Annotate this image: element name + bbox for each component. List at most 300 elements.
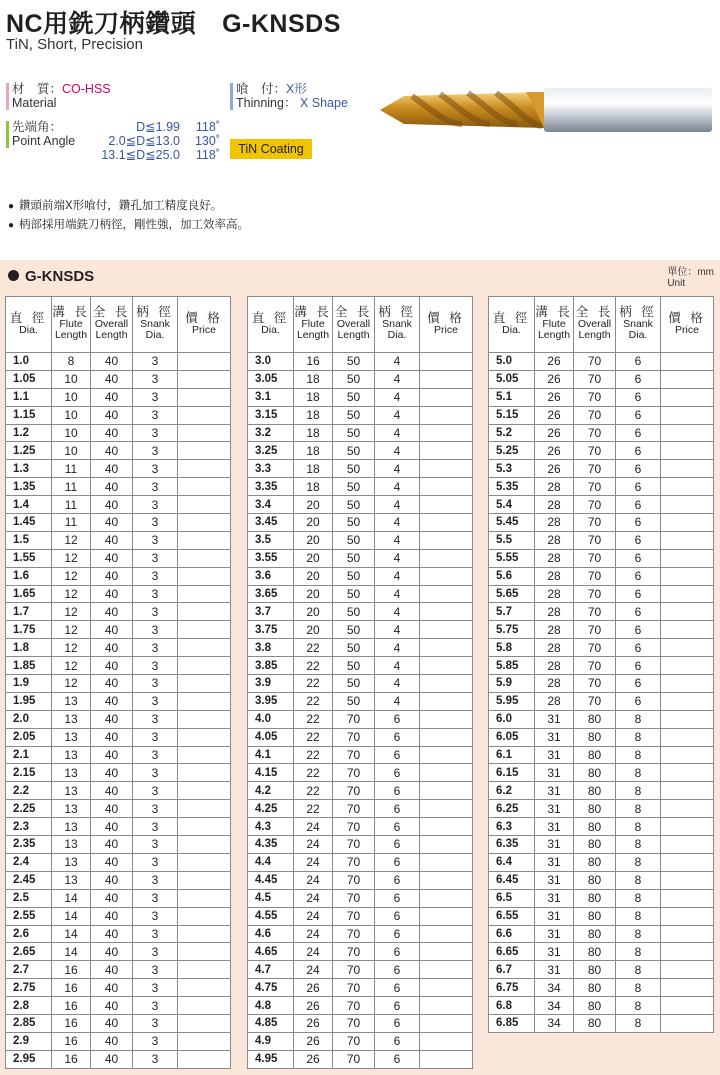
cell-dia: 3.0 xyxy=(248,353,294,371)
cell-flute: 31 xyxy=(535,800,574,818)
material-label-zh: 材 質： xyxy=(12,82,63,96)
cell-flute: 13 xyxy=(52,871,91,889)
cell-dia: 3.95 xyxy=(248,692,294,710)
cell-shank: 4 xyxy=(375,603,420,621)
cell-overall: 50 xyxy=(333,675,375,693)
cell-shank: 6 xyxy=(375,746,420,764)
cell-flute: 31 xyxy=(535,889,574,907)
point-angle: 118˚ xyxy=(195,120,220,134)
cell-flute: 11 xyxy=(52,496,91,514)
cell-dia: 2.5 xyxy=(6,889,52,907)
cell-price xyxy=(661,746,714,764)
table-row xyxy=(489,621,714,639)
cell-flute: 24 xyxy=(294,889,333,907)
thinning-spec xyxy=(230,82,348,110)
cell-overall: 40 xyxy=(91,925,133,943)
table-row xyxy=(248,478,473,496)
cell-dia: 6.5 xyxy=(489,889,535,907)
col-price: 價 格 Price xyxy=(661,297,714,353)
cell-dia: 6.2 xyxy=(489,782,535,800)
cell-dia: 5.0 xyxy=(489,353,535,371)
cell-flute: 26 xyxy=(535,370,574,388)
cell-price xyxy=(661,818,714,836)
cell-overall: 40 xyxy=(91,442,133,460)
cell-shank: 3 xyxy=(133,853,178,871)
cell-overall: 40 xyxy=(91,907,133,925)
cell-price xyxy=(420,549,473,567)
cell-dia: 5.35 xyxy=(489,478,535,496)
cell-price xyxy=(420,424,473,442)
table-row xyxy=(489,478,714,496)
cell-dia: 3.65 xyxy=(248,585,294,603)
cell-flute: 20 xyxy=(294,496,333,514)
cell-overall: 40 xyxy=(91,353,133,371)
cell-price xyxy=(178,925,231,943)
coating-badge: TiN Coating xyxy=(230,139,312,159)
title-model: G-KNSDS xyxy=(222,10,341,38)
cell-price xyxy=(661,460,714,478)
table-row xyxy=(489,907,714,925)
cell-price xyxy=(420,800,473,818)
cell-dia: 5.05 xyxy=(489,370,535,388)
cell-price xyxy=(420,603,473,621)
cell-dia: 1.5 xyxy=(6,531,52,549)
table-row xyxy=(248,943,473,961)
table-row xyxy=(6,889,231,907)
cell-overall: 40 xyxy=(91,889,133,907)
col-overall: 全 長 Overall Length xyxy=(333,297,375,353)
cell-shank: 6 xyxy=(375,871,420,889)
cell-dia: 6.8 xyxy=(489,997,535,1015)
cell-dia: 6.85 xyxy=(489,1014,535,1032)
cell-flute: 18 xyxy=(294,406,333,424)
material-bar xyxy=(6,83,9,110)
cell-flute: 28 xyxy=(535,531,574,549)
table-row xyxy=(248,639,473,657)
cell-shank: 3 xyxy=(133,800,178,818)
cell-price xyxy=(661,1014,714,1032)
thinning-bar xyxy=(230,83,233,110)
cell-overall: 70 xyxy=(333,728,375,746)
cell-shank: 4 xyxy=(375,639,420,657)
cell-overall: 50 xyxy=(333,424,375,442)
cell-overall: 50 xyxy=(333,406,375,424)
cell-overall: 80 xyxy=(574,925,616,943)
cell-price xyxy=(661,514,714,532)
cell-flute: 11 xyxy=(52,514,91,532)
table-row xyxy=(6,979,231,997)
cell-shank: 3 xyxy=(133,675,178,693)
point-range: 13.1≦D≦25.0 xyxy=(101,148,180,162)
cell-shank: 4 xyxy=(375,692,420,710)
table-row xyxy=(6,496,231,514)
table-row xyxy=(6,567,231,585)
cell-dia: 3.2 xyxy=(248,424,294,442)
table-row xyxy=(489,871,714,889)
table-header-row xyxy=(6,297,231,353)
cell-flute: 14 xyxy=(52,889,91,907)
cell-dia: 3.85 xyxy=(248,657,294,675)
cell-shank: 3 xyxy=(133,818,178,836)
table-row xyxy=(6,907,231,925)
table-row xyxy=(489,549,714,567)
cell-shank: 6 xyxy=(616,639,661,657)
table-row xyxy=(489,961,714,979)
cell-overall: 40 xyxy=(91,871,133,889)
cell-price xyxy=(420,442,473,460)
cell-flute: 13 xyxy=(52,746,91,764)
table-row xyxy=(6,1050,231,1068)
col-price: 價 格 Price xyxy=(178,297,231,353)
cell-flute: 12 xyxy=(52,567,91,585)
cell-dia: 1.2 xyxy=(6,424,52,442)
cell-flute: 26 xyxy=(535,353,574,371)
cell-dia: 5.2 xyxy=(489,424,535,442)
cell-shank: 6 xyxy=(616,621,661,639)
cell-flute: 31 xyxy=(535,728,574,746)
table-row xyxy=(489,514,714,532)
point-angle: 118˚ xyxy=(195,148,220,162)
cell-overall: 40 xyxy=(91,621,133,639)
table-row xyxy=(489,424,714,442)
cell-price xyxy=(420,585,473,603)
cell-overall: 50 xyxy=(333,585,375,603)
cell-flute: 31 xyxy=(535,925,574,943)
table-row xyxy=(6,514,231,532)
cell-shank: 8 xyxy=(616,907,661,925)
cell-dia: 4.6 xyxy=(248,925,294,943)
cell-flute: 31 xyxy=(535,764,574,782)
cell-price xyxy=(661,979,714,997)
cell-price xyxy=(420,531,473,549)
cell-shank: 3 xyxy=(133,871,178,889)
table-row xyxy=(248,675,473,693)
title-zh: NC用銑刀柄鑽頭 xyxy=(6,10,197,38)
cell-flute: 24 xyxy=(294,943,333,961)
cell-price xyxy=(661,800,714,818)
cell-flute: 22 xyxy=(294,657,333,675)
cell-dia: 5.6 xyxy=(489,567,535,585)
cell-price xyxy=(178,728,231,746)
cell-flute: 22 xyxy=(294,728,333,746)
cell-overall: 70 xyxy=(333,979,375,997)
cell-flute: 18 xyxy=(294,424,333,442)
cell-price xyxy=(178,1014,231,1032)
cell-price xyxy=(420,782,473,800)
col-flute: 溝 長 Flute Length xyxy=(535,297,574,353)
material-spec xyxy=(6,82,111,110)
cell-shank: 3 xyxy=(133,746,178,764)
cell-overall: 70 xyxy=(333,764,375,782)
cell-shank: 6 xyxy=(375,1014,420,1032)
cell-overall: 50 xyxy=(333,639,375,657)
cell-flute: 13 xyxy=(52,692,91,710)
cell-overall: 80 xyxy=(574,818,616,836)
cell-overall: 80 xyxy=(574,764,616,782)
cell-dia: 1.45 xyxy=(6,514,52,532)
cell-price xyxy=(178,460,231,478)
table-row xyxy=(6,746,231,764)
cell-dia: 1.75 xyxy=(6,621,52,639)
cell-dia: 1.1 xyxy=(6,388,52,406)
cell-shank: 6 xyxy=(375,818,420,836)
table-row xyxy=(6,406,231,424)
cell-overall: 40 xyxy=(91,585,133,603)
cell-price xyxy=(420,1032,473,1050)
cell-price xyxy=(178,943,231,961)
cell-overall: 50 xyxy=(333,603,375,621)
cell-price xyxy=(178,514,231,532)
table-row xyxy=(489,585,714,603)
cell-price xyxy=(178,603,231,621)
cell-price xyxy=(178,621,231,639)
cell-price xyxy=(420,388,473,406)
table-row xyxy=(489,889,714,907)
cell-price xyxy=(661,585,714,603)
cell-shank: 4 xyxy=(375,531,420,549)
cell-price xyxy=(420,1050,473,1068)
table-row xyxy=(489,496,714,514)
cell-overall: 70 xyxy=(574,692,616,710)
cell-flute: 24 xyxy=(294,961,333,979)
cell-price xyxy=(178,353,231,371)
table-row xyxy=(6,853,231,871)
cell-shank: 8 xyxy=(616,979,661,997)
cell-shank: 6 xyxy=(616,388,661,406)
drill-image xyxy=(376,80,716,140)
table-row xyxy=(6,943,231,961)
cell-dia: 1.4 xyxy=(6,496,52,514)
cell-flute: 28 xyxy=(535,567,574,585)
table-row xyxy=(248,764,473,782)
table-row xyxy=(248,388,473,406)
cell-flute: 28 xyxy=(535,621,574,639)
cell-flute: 31 xyxy=(535,907,574,925)
feature-item: ● 柄部採用端銑刀柄徑，剛性強，加工效率高。 xyxy=(8,216,249,235)
cell-dia: 3.5 xyxy=(248,531,294,549)
cell-shank: 8 xyxy=(616,818,661,836)
cell-price xyxy=(420,728,473,746)
point-angle-values xyxy=(70,120,220,162)
cell-overall: 70 xyxy=(333,818,375,836)
cell-price xyxy=(178,388,231,406)
table-row xyxy=(6,1032,231,1050)
cell-flute: 34 xyxy=(535,979,574,997)
cell-shank: 4 xyxy=(375,567,420,585)
point-range: D≦1.99 xyxy=(136,120,180,134)
cell-price xyxy=(178,585,231,603)
table-header-row xyxy=(489,297,714,353)
cell-shank: 4 xyxy=(375,406,420,424)
cell-shank: 3 xyxy=(133,406,178,424)
cell-price xyxy=(420,1014,473,1032)
table-row xyxy=(489,603,714,621)
cell-dia: 5.9 xyxy=(489,675,535,693)
cell-price xyxy=(178,442,231,460)
cell-dia: 2.8 xyxy=(6,997,52,1015)
cell-price xyxy=(661,943,714,961)
cell-overall: 70 xyxy=(574,567,616,585)
spec-table-3 xyxy=(488,296,714,1033)
cell-dia: 5.95 xyxy=(489,692,535,710)
col-price: 價 格 Price xyxy=(420,297,473,353)
cell-overall: 70 xyxy=(333,943,375,961)
cell-price xyxy=(178,907,231,925)
cell-overall: 40 xyxy=(91,746,133,764)
table-row xyxy=(248,514,473,532)
cell-overall: 70 xyxy=(574,514,616,532)
cell-flute: 14 xyxy=(52,925,91,943)
cell-flute: 31 xyxy=(535,836,574,854)
cell-shank: 6 xyxy=(616,442,661,460)
cell-shank: 6 xyxy=(375,800,420,818)
cell-overall: 40 xyxy=(91,675,133,693)
cell-price xyxy=(420,764,473,782)
cell-shank: 6 xyxy=(375,1032,420,1050)
cell-price xyxy=(178,997,231,1015)
table-row xyxy=(489,979,714,997)
spec-table-2 xyxy=(247,296,473,1069)
cell-dia: 5.3 xyxy=(489,460,535,478)
cell-overall: 50 xyxy=(333,496,375,514)
cell-dia: 3.25 xyxy=(248,442,294,460)
cell-shank: 3 xyxy=(133,585,178,603)
cell-flute: 28 xyxy=(535,657,574,675)
cell-price xyxy=(661,549,714,567)
col-shank: 柄 徑 Snank Dia. xyxy=(616,297,661,353)
table-row xyxy=(489,442,714,460)
cell-overall: 40 xyxy=(91,764,133,782)
table-row xyxy=(248,549,473,567)
cell-dia: 6.15 xyxy=(489,764,535,782)
cell-shank: 6 xyxy=(616,603,661,621)
table-row xyxy=(6,639,231,657)
cell-price xyxy=(661,388,714,406)
table-row xyxy=(248,496,473,514)
cell-price xyxy=(661,406,714,424)
cell-overall: 40 xyxy=(91,943,133,961)
cell-flute: 14 xyxy=(52,943,91,961)
cell-price xyxy=(420,818,473,836)
cell-shank: 3 xyxy=(133,549,178,567)
table-row xyxy=(248,710,473,728)
cell-shank: 3 xyxy=(133,692,178,710)
cell-overall: 40 xyxy=(91,853,133,871)
cell-shank: 3 xyxy=(133,567,178,585)
cell-overall: 50 xyxy=(333,370,375,388)
col-shank: 柄 徑 Snank Dia. xyxy=(133,297,178,353)
cell-dia: 2.1 xyxy=(6,746,52,764)
table-row xyxy=(6,388,231,406)
cell-dia: 1.7 xyxy=(6,603,52,621)
cell-dia: 1.05 xyxy=(6,370,52,388)
table-row xyxy=(248,746,473,764)
cell-flute: 10 xyxy=(52,370,91,388)
cell-overall: 50 xyxy=(333,692,375,710)
cell-flute: 10 xyxy=(52,406,91,424)
cell-dia: 6.4 xyxy=(489,853,535,871)
cell-shank: 6 xyxy=(375,853,420,871)
table-row xyxy=(6,710,231,728)
spec-table-section xyxy=(0,260,720,1075)
cell-shank: 6 xyxy=(375,764,420,782)
cell-dia: 3.7 xyxy=(248,603,294,621)
cell-shank: 3 xyxy=(133,531,178,549)
cell-flute: 13 xyxy=(52,836,91,854)
cell-overall: 70 xyxy=(333,782,375,800)
cell-dia: 1.15 xyxy=(6,406,52,424)
table-row xyxy=(6,549,231,567)
cell-shank: 4 xyxy=(375,514,420,532)
cell-overall: 70 xyxy=(333,1032,375,1050)
cell-overall: 50 xyxy=(333,549,375,567)
thinning-value-en: X Shape xyxy=(299,96,348,110)
cell-price xyxy=(661,531,714,549)
cell-price xyxy=(661,567,714,585)
cell-shank: 6 xyxy=(616,585,661,603)
cell-overall: 40 xyxy=(91,603,133,621)
cell-price xyxy=(661,370,714,388)
cell-overall: 80 xyxy=(574,889,616,907)
cell-overall: 40 xyxy=(91,370,133,388)
cell-overall: 40 xyxy=(91,997,133,1015)
cell-overall: 70 xyxy=(333,889,375,907)
cell-shank: 3 xyxy=(133,836,178,854)
cell-shank: 6 xyxy=(375,710,420,728)
cell-dia: 4.2 xyxy=(248,782,294,800)
cell-overall: 80 xyxy=(574,782,616,800)
table-row xyxy=(6,800,231,818)
table-row xyxy=(489,925,714,943)
cell-dia: 4.3 xyxy=(248,818,294,836)
unit-label xyxy=(667,267,714,289)
cell-dia: 4.0 xyxy=(248,710,294,728)
cell-dia: 3.75 xyxy=(248,621,294,639)
cell-shank: 6 xyxy=(616,424,661,442)
cell-shank: 8 xyxy=(616,943,661,961)
cell-flute: 26 xyxy=(294,1050,333,1068)
cell-shank: 3 xyxy=(133,353,178,371)
cell-dia: 3.9 xyxy=(248,675,294,693)
cell-dia: 2.55 xyxy=(6,907,52,925)
cell-overall: 70 xyxy=(574,388,616,406)
cell-price xyxy=(178,675,231,693)
table-row xyxy=(248,1014,473,1032)
cell-price xyxy=(661,782,714,800)
cell-overall: 70 xyxy=(333,800,375,818)
cell-overall: 40 xyxy=(91,979,133,997)
cell-dia: 2.05 xyxy=(6,728,52,746)
cell-price xyxy=(661,657,714,675)
cell-price xyxy=(420,889,473,907)
cell-shank: 3 xyxy=(133,943,178,961)
cell-flute: 13 xyxy=(52,853,91,871)
cell-overall: 40 xyxy=(91,692,133,710)
cell-flute: 12 xyxy=(52,549,91,567)
cell-shank: 8 xyxy=(616,746,661,764)
cell-dia: 3.3 xyxy=(248,460,294,478)
cell-overall: 80 xyxy=(574,710,616,728)
cell-overall: 50 xyxy=(333,567,375,585)
cell-dia: 6.45 xyxy=(489,871,535,889)
table-row xyxy=(248,442,473,460)
cell-overall: 80 xyxy=(574,746,616,764)
cell-shank: 3 xyxy=(133,764,178,782)
cell-dia: 2.75 xyxy=(6,979,52,997)
table-row xyxy=(248,853,473,871)
cell-price xyxy=(178,657,231,675)
cell-dia: 5.5 xyxy=(489,531,535,549)
